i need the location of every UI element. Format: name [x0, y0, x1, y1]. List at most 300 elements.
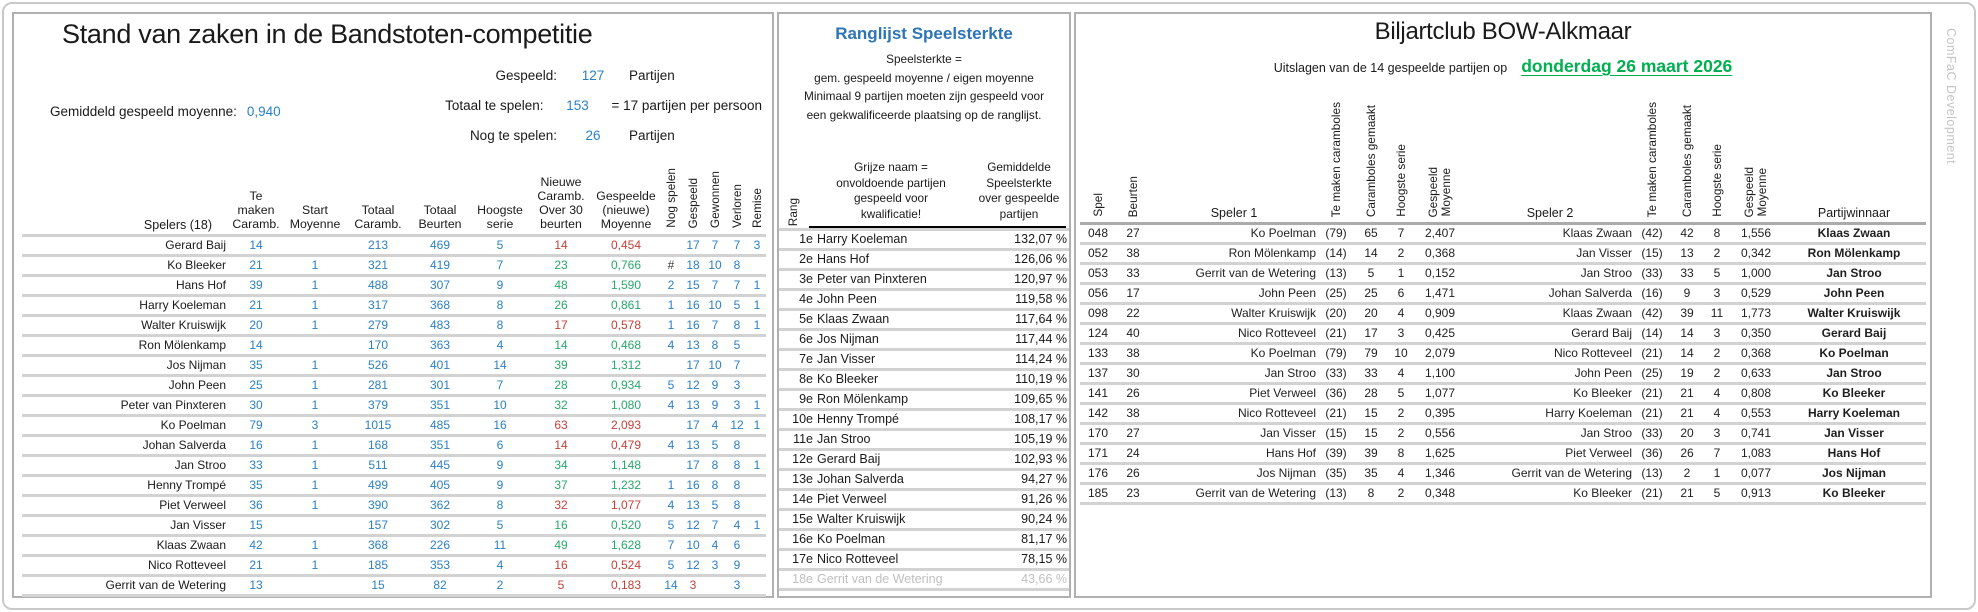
- serie-cell: 7: [1388, 224, 1414, 244]
- stat-cell: 379: [346, 396, 410, 416]
- count-cell: 16: [682, 296, 704, 316]
- count-cell: 4: [726, 516, 748, 536]
- winnaar-cell: Harry Koeleman: [1782, 404, 1926, 424]
- standings-row: [22, 516, 766, 536]
- count-cell: 3: [726, 576, 748, 596]
- column-header: Start Moyenne: [284, 158, 346, 236]
- stat-cell: 13: [228, 576, 284, 596]
- rank-cell: 9e: [779, 390, 815, 410]
- count-cell: 9: [704, 396, 726, 416]
- count-cell: 13: [682, 396, 704, 416]
- rank-column-header: [787, 166, 800, 226]
- spel-cell: 141: [1080, 384, 1116, 404]
- te-maken-cell: (21): [1634, 484, 1670, 504]
- result-row: [1080, 384, 1926, 404]
- column-header-beurten: [1116, 88, 1150, 224]
- column-header-gemaakt: [1670, 88, 1704, 224]
- speelsterkte-cell: 114,24 %: [989, 350, 1069, 370]
- beurten-cell: 38: [1116, 404, 1150, 424]
- count-cell: 10: [704, 356, 726, 376]
- moyenne-cell: 1,148: [592, 456, 660, 476]
- count-cell: 17: [682, 416, 704, 436]
- stat-cell: 11: [470, 536, 530, 556]
- stat-label: Totaal te spelen:: [445, 97, 544, 113]
- gemaakt-cell: 79: [1354, 344, 1388, 364]
- column-header-moyenne: [1730, 88, 1782, 224]
- moyenne-cell: 0,368: [1730, 344, 1782, 364]
- stat-cell: 14: [228, 336, 284, 356]
- speelsterkte-cell: 117,64 %: [989, 310, 1069, 330]
- player-name-cell: Ko Poelman: [22, 416, 228, 436]
- column-header-te-maken: [1318, 88, 1354, 224]
- stat-cell: 353: [410, 556, 470, 576]
- te-maken-cell: (13): [1318, 484, 1354, 504]
- count-cell: 7: [726, 276, 748, 296]
- speler2-cell: Klaas Zwaan: [1466, 224, 1634, 244]
- stat-cell: 170: [346, 336, 410, 356]
- result-row: [1080, 224, 1926, 244]
- stat-cell: 302: [410, 516, 470, 536]
- count-cell: [748, 496, 766, 516]
- count-cell: 13: [682, 436, 704, 456]
- count-cell: 12: [682, 376, 704, 396]
- rank-cell: 6e: [779, 330, 815, 350]
- speler2-cell: Harry Koeleman: [1466, 404, 1634, 424]
- rank-cell: 1e: [779, 230, 815, 250]
- count-cell: 12: [682, 516, 704, 536]
- stat-unit: Partijen: [629, 127, 675, 143]
- moyenne-cell: 0,578: [592, 316, 660, 336]
- ranking-row: [779, 530, 1069, 550]
- spel-cell: 176: [1080, 464, 1116, 484]
- stat-cell: 1: [284, 316, 346, 336]
- te-maken-cell: (20): [1318, 304, 1354, 324]
- ranking-row: [779, 430, 1069, 450]
- ranked-player-cell: Jan Stroo: [815, 430, 989, 450]
- speler1-cell: Gerrit van de Wetering: [1150, 264, 1318, 284]
- speelsterkte-cell: 120,97 %: [989, 270, 1069, 290]
- stat-cell: 35: [228, 476, 284, 496]
- standings-row: [22, 396, 766, 416]
- stat-cell: 1: [284, 296, 346, 316]
- average-moyenne-label: Gemiddeld gespeeld moyenne:: [50, 104, 237, 119]
- spel-cell: 170: [1080, 424, 1116, 444]
- stat-cell: 301: [410, 376, 470, 396]
- stat-cell: 1: [284, 476, 346, 496]
- stat-cell: 511: [346, 456, 410, 476]
- count-cell: 13: [682, 496, 704, 516]
- winnaar-cell: Walter Kruiswijk: [1782, 304, 1926, 324]
- gemaakt-cell: 33: [1670, 264, 1704, 284]
- stat-cell: 279: [346, 316, 410, 336]
- te-maken-cell: (21): [1634, 384, 1670, 404]
- player-name-cell: Jos Nijman: [22, 356, 228, 376]
- moyenne-cell: 0,348: [1414, 484, 1466, 504]
- speler2-cell: Jan Stroo: [1466, 264, 1634, 284]
- te-maken-cell: (13): [1318, 264, 1354, 284]
- spel-cell: 056: [1080, 284, 1116, 304]
- count-cell: [748, 536, 766, 556]
- winnaar-cell: Jan Stroo: [1782, 264, 1926, 284]
- player-name-cell: Ko Bleeker: [22, 256, 228, 276]
- speler1-cell: Jan Visser: [1150, 424, 1318, 444]
- count-cell: [704, 576, 726, 596]
- nieuwe-caramboles-cell: 32: [530, 396, 592, 416]
- speler1-cell: Jos Nijman: [1150, 464, 1318, 484]
- stat-cell: 499: [346, 476, 410, 496]
- ranked-player-cell: Ron Mölenkamp: [815, 390, 989, 410]
- speler2-cell: Johan Salverda: [1466, 284, 1634, 304]
- rank-vertical-label: Rang: [786, 197, 800, 226]
- moyenne-cell: 1,232: [592, 476, 660, 496]
- stat-cell: 1: [284, 456, 346, 476]
- stat-cell: [284, 576, 346, 596]
- moyenne-cell: 1,773: [1730, 304, 1782, 324]
- player-name-cell: John Peen: [22, 376, 228, 396]
- standings-row: [22, 496, 766, 516]
- ranked-player-cell: Ko Poelman: [815, 530, 989, 550]
- stat-cell: 2: [470, 576, 530, 596]
- speelsterkte-cell: 109,65 %: [989, 390, 1069, 410]
- count-cell: 8: [726, 316, 748, 336]
- stat-cell: 226: [410, 536, 470, 556]
- beurten-cell: 17: [1116, 284, 1150, 304]
- count-cell: 10: [682, 536, 704, 556]
- spel-cell: 171: [1080, 444, 1116, 464]
- count-cell: [660, 356, 682, 376]
- speler2-cell: John Peen: [1466, 364, 1634, 384]
- count-cell: 7: [704, 316, 726, 336]
- te-maken-cell: (13): [1634, 464, 1670, 484]
- speler1-cell: Ko Poelman: [1150, 224, 1318, 244]
- serie-cell: 5: [1704, 264, 1730, 284]
- count-cell: 12: [726, 416, 748, 436]
- stat-cell: 16: [228, 436, 284, 456]
- speelsterkte-cell: 119,58 %: [989, 290, 1069, 310]
- gemaakt-cell: 20: [1670, 424, 1704, 444]
- result-row: [1080, 444, 1926, 464]
- beurten-cell: 27: [1116, 424, 1150, 444]
- nieuwe-caramboles-cell: 39: [530, 356, 592, 376]
- nieuwe-caramboles-cell: 14: [530, 336, 592, 356]
- club-title: Biljartclub BOW-Alkmaar: [1374, 18, 1632, 45]
- te-maken-cell: (39): [1318, 444, 1354, 464]
- rank-cell: 7e: [779, 350, 815, 370]
- count-cell: 8: [726, 256, 748, 276]
- gemaakt-cell: 39: [1670, 304, 1704, 324]
- winnaar-cell: Hans Hof: [1782, 444, 1926, 464]
- average-moyenne: [50, 104, 281, 119]
- stat-cell: 390: [346, 496, 410, 516]
- spel-cell: 048: [1080, 224, 1116, 244]
- average-moyenne-value: 0,940: [246, 104, 281, 119]
- standings-row: [22, 576, 766, 596]
- player-name-cell: Jan Visser: [22, 516, 228, 536]
- speelsterkte-cell: 105,19 %: [989, 430, 1069, 450]
- moyenne-cell: 1,625: [1414, 444, 1466, 464]
- column-header: Nieuwe Caramb. Over 30 beurten: [530, 158, 592, 236]
- vertical-label: Hoogste serie: [1709, 144, 1724, 217]
- count-cell: 8: [726, 476, 748, 496]
- player-name-cell: Piet Verweel: [22, 496, 228, 516]
- count-cell: [660, 416, 682, 436]
- stat-cell: 321: [346, 256, 410, 276]
- vertical-label: Gespeeld: [685, 177, 700, 229]
- serie-cell: 1: [1704, 464, 1730, 484]
- speelsterkte-cell: 117,44 %: [989, 330, 1069, 350]
- moyenne-cell: 0,479: [592, 436, 660, 456]
- standings-row: [22, 316, 766, 336]
- column-header-spel: [1080, 88, 1116, 224]
- column-header: Hoogste serie: [470, 158, 530, 236]
- serie-cell: 3: [1704, 284, 1730, 304]
- te-maken-cell: (15): [1634, 244, 1670, 264]
- rank-cell: 15e: [779, 510, 815, 530]
- te-maken-cell: (79): [1318, 344, 1354, 364]
- stat-cell: 213: [346, 236, 410, 256]
- speler2-cell: Jan Stroo: [1466, 424, 1634, 444]
- gemaakt-cell: 21: [1670, 484, 1704, 504]
- standings-row: [22, 476, 766, 496]
- stat-unit: Partijen: [629, 67, 675, 83]
- nieuwe-caramboles-cell: 14: [530, 236, 592, 256]
- count-cell: 1: [748, 276, 766, 296]
- gray-name-note: Grijze naam = onvoldoende partijen gespeeld voor kwalificatie!: [836, 160, 946, 221]
- vertical-label: Caramboles gemaakt: [1679, 104, 1694, 217]
- speler2-cell: Piet Verweel: [1466, 444, 1634, 464]
- player-name-cell: Hans Hof: [22, 276, 228, 296]
- beurten-cell: 27: [1116, 224, 1150, 244]
- speler1-cell: Gerrit van de Wetering: [1150, 484, 1318, 504]
- ranking-row: [779, 350, 1069, 370]
- speelsterkte-cell: 126,06 %: [989, 250, 1069, 270]
- description-line: Minimaal 9 partijen moeten zijn gespeeld voor: [804, 89, 1044, 103]
- stat-cell: 5: [470, 236, 530, 256]
- count-cell: 5: [660, 516, 682, 536]
- ranked-player-cell: Jan Visser: [815, 350, 989, 370]
- ranked-player-cell: Ko Bleeker: [815, 370, 989, 390]
- stat-cell: 419: [410, 256, 470, 276]
- watermark-text: ComFaC Development: [1944, 28, 1958, 165]
- player-name-cell: Gerrit van de Wetering: [22, 576, 228, 596]
- gemaakt-cell: 14: [1354, 244, 1388, 264]
- speler1-cell: Hans Hof: [1150, 444, 1318, 464]
- gemaakt-cell: 14: [1670, 344, 1704, 364]
- speler2-cell: Gerrit van de Wetering: [1466, 464, 1634, 484]
- moyenne-cell: 0,808: [1730, 384, 1782, 404]
- player-name-cell: Jan Stroo: [22, 456, 228, 476]
- count-cell: 5: [704, 496, 726, 516]
- nieuwe-caramboles-cell: 17: [530, 316, 592, 336]
- gemaakt-cell: 14: [1670, 324, 1704, 344]
- count-cell: 1: [748, 456, 766, 476]
- stat-cell: 16: [470, 416, 530, 436]
- rank-cell: 18e: [779, 570, 815, 590]
- standings-row: [22, 336, 766, 356]
- stat-cell: 3: [284, 416, 346, 436]
- vertical-label: Beurten: [1125, 175, 1140, 217]
- stat-cell: 485: [410, 416, 470, 436]
- result-row: [1080, 264, 1926, 284]
- match-date-link[interactable]: donderdag 26 maart 2026: [1521, 56, 1733, 76]
- ranking-row: [779, 230, 1069, 250]
- moyenne-cell: 1,077: [592, 496, 660, 516]
- stat-gespeeld: [312, 60, 762, 90]
- gemaakt-cell: 15: [1354, 424, 1388, 444]
- moyenne-cell: 1,077: [1414, 384, 1466, 404]
- standings-row: [22, 416, 766, 436]
- count-cell: 10: [704, 296, 726, 316]
- count-cell: 8: [704, 476, 726, 496]
- stat-cell: 25: [228, 376, 284, 396]
- moyenne-cell: 0,524: [592, 556, 660, 576]
- ranking-row: [779, 390, 1069, 410]
- stat-value: 26: [585, 127, 601, 143]
- rank-cell: 14e: [779, 490, 815, 510]
- moyenne-cell: 0,553: [1730, 404, 1782, 424]
- standings-row: [22, 556, 766, 576]
- stat-cell: 7: [470, 256, 530, 276]
- moyenne-cell: 1,628: [592, 536, 660, 556]
- moyenne-cell: 0,909: [1414, 304, 1466, 324]
- te-maken-cell: (15): [1318, 424, 1354, 444]
- nieuwe-caramboles-cell: 5: [530, 576, 592, 596]
- count-cell: 1: [748, 296, 766, 316]
- speelsterkte-cell: 132,07 %: [989, 230, 1069, 250]
- stat-cell: 368: [346, 536, 410, 556]
- te-maken-cell: (33): [1634, 424, 1670, 444]
- column-header-te-maken: [1634, 88, 1670, 224]
- moyenne-cell: 0,861: [592, 296, 660, 316]
- rank-cell: 11e: [779, 430, 815, 450]
- ranking-row: [779, 410, 1069, 430]
- beurten-cell: 40: [1116, 324, 1150, 344]
- serie-cell: 2: [1388, 404, 1414, 424]
- speler1-cell: Ron Mölenkamp: [1150, 244, 1318, 264]
- beurten-cell: 23: [1116, 484, 1150, 504]
- count-cell: 2: [660, 276, 682, 296]
- count-cell: 4: [704, 536, 726, 556]
- moyenne-cell: 0,350: [1730, 324, 1782, 344]
- column-header-vertical: [682, 158, 704, 236]
- moyenne-cell: 1,471: [1414, 284, 1466, 304]
- count-cell: 4: [660, 396, 682, 416]
- speler1-cell: Piet Verweel: [1150, 384, 1318, 404]
- standings-table: [22, 158, 766, 597]
- stat-totaal-te-spelen: [312, 90, 762, 120]
- serie-cell: 8: [1388, 444, 1414, 464]
- standings-row: [22, 456, 766, 476]
- te-maken-cell: (33): [1634, 264, 1670, 284]
- speler2-cell: Gerard Baij: [1466, 324, 1634, 344]
- vertical-label: Caramboles gemaakt: [1363, 104, 1378, 217]
- serie-cell: 11: [1704, 304, 1730, 324]
- gemaakt-cell: 17: [1354, 324, 1388, 344]
- count-cell: 3: [704, 556, 726, 576]
- result-row: [1080, 404, 1926, 424]
- rank-cell: 10e: [779, 410, 815, 430]
- beurten-cell: 38: [1116, 344, 1150, 364]
- stat-cell: 21: [228, 556, 284, 576]
- moyenne-cell: 0,183: [592, 576, 660, 596]
- te-maken-cell: (21): [1318, 404, 1354, 424]
- serie-cell: 5: [1704, 484, 1730, 504]
- moyenne-cell: 0,766: [592, 256, 660, 276]
- beurten-cell: 26: [1116, 384, 1150, 404]
- results-subtitle: [1076, 56, 1930, 77]
- speelsterkte-note: Gemiddelde Speelsterkte over gespeelde partijen: [978, 160, 1060, 221]
- gemaakt-cell: 19: [1670, 364, 1704, 384]
- standings-title: Stand van zaken in de Bandstoten-competitie: [62, 19, 593, 49]
- stat-cell: 8: [470, 296, 530, 316]
- count-cell: [748, 376, 766, 396]
- nieuwe-caramboles-cell: 16: [530, 556, 592, 576]
- player-name-cell: Peter van Pinxteren: [22, 396, 228, 416]
- speler1-cell: Nico Rotteveel: [1150, 324, 1318, 344]
- stat-cell: 9: [470, 456, 530, 476]
- spel-cell: 124: [1080, 324, 1116, 344]
- gemaakt-cell: 28: [1354, 384, 1388, 404]
- rank-cell: 13e: [779, 470, 815, 490]
- count-cell: 1: [748, 516, 766, 536]
- stat-value: 127: [581, 67, 605, 83]
- stat-cell: 1: [284, 276, 346, 296]
- stat-cell: 8: [470, 496, 530, 516]
- nieuwe-caramboles-cell: 14: [530, 436, 592, 456]
- count-cell: 6: [726, 536, 748, 556]
- stat-cell: 4: [470, 336, 530, 356]
- speelsterkte-cell: 94,27 %: [989, 470, 1069, 490]
- rank-cell: 4e: [779, 290, 815, 310]
- count-cell: 8: [704, 336, 726, 356]
- ranking-title: Ranglijst Speelsterkte: [835, 24, 1013, 43]
- moyenne-cell: 0,368: [1414, 244, 1466, 264]
- count-cell: 10: [704, 256, 726, 276]
- nieuwe-caramboles-cell: 32: [530, 496, 592, 516]
- stat-cell: 526: [346, 356, 410, 376]
- winnaar-cell: Klaas Zwaan: [1782, 224, 1926, 244]
- count-cell: 1: [660, 476, 682, 496]
- winnaar-cell: Jan Visser: [1782, 424, 1926, 444]
- gemaakt-cell: 65: [1354, 224, 1388, 244]
- vertical-label: Te maken caramboles: [1328, 101, 1343, 217]
- count-cell: 8: [726, 496, 748, 516]
- ranking-row: [779, 570, 1069, 590]
- speelsterkte-cell: 90,24 %: [989, 510, 1069, 530]
- rank-cell: 17e: [779, 550, 815, 570]
- stat-nog-te-spelen: [312, 120, 762, 150]
- beurten-cell: 30: [1116, 364, 1150, 384]
- column-header: Totaal Caramb.: [346, 158, 410, 236]
- count-cell: 4: [660, 436, 682, 456]
- standings-row: [22, 296, 766, 316]
- moyenne-cell: 0,152: [1414, 264, 1466, 284]
- te-maken-cell: (14): [1318, 244, 1354, 264]
- beurten-cell: 33: [1116, 264, 1150, 284]
- te-maken-cell: (35): [1318, 464, 1354, 484]
- count-cell: [748, 256, 766, 276]
- player-name-cell: Henny Trompé: [22, 476, 228, 496]
- rank-cell: 5e: [779, 310, 815, 330]
- moyenne-cell: 0,529: [1730, 284, 1782, 304]
- te-maken-cell: (21): [1318, 324, 1354, 344]
- spel-cell: 053: [1080, 264, 1116, 284]
- spel-cell: 098: [1080, 304, 1116, 324]
- gemaakt-cell: 39: [1354, 444, 1388, 464]
- vertical-label: Gespeeld Moyenne: [1426, 166, 1453, 217]
- vertical-label: Remise: [749, 188, 764, 229]
- vertical-label: Spel: [1090, 193, 1105, 217]
